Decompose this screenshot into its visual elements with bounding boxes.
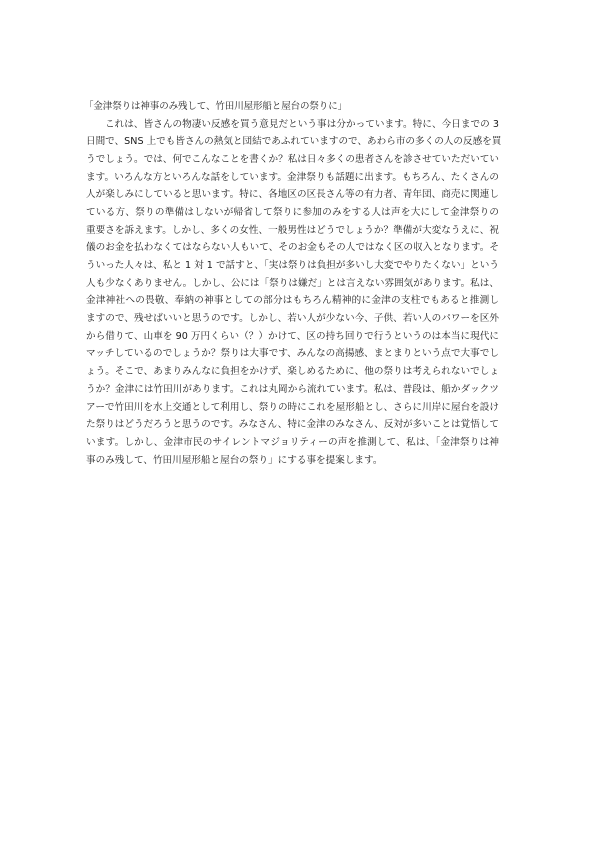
body-line: うか？金津には竹田川があります。これは丸岡から流れています。私は、普段は、船かダックツ	[86, 383, 499, 395]
body-line: 人も少なくありません。しかし、公には「祭りは嫌だ」とは言えない雰囲気があります。私は、	[86, 277, 499, 289]
body-line: ますので、残せばいいと思うのです。しかし、若い人が少ない今、子供、若い人のパワーを区外	[86, 313, 499, 325]
body-line: 儀のお金を払わなくてはならない人もいて、そのお金もその人ではなく区の収入となります。そ	[86, 242, 499, 254]
document-title: 「金津祭りは神事のみ残して、竹田川屋形船と屋台の祭りに」	[84, 101, 348, 112]
body-line: うでしょう。では、何でこんなことを書くか？私は日々多くの患者さんを診させていただいてい	[86, 153, 499, 165]
body-line: マッチしているのでしょうか？祭りは大事です、みんなの高揚感、まとまりという点で大事でし	[86, 348, 499, 360]
body-line: ます。いろんな方といろんな話をしています。金津祭りも話題に出ます。もちろん、たくさんの	[86, 171, 499, 183]
document-body	[86, 116, 502, 470]
body-line: 日間で、SNS 上でも皆さんの熱気と団結であふれていますので、あわら市の多くの人の反感を買	[86, 136, 502, 148]
body-line: これは、皆さんの物凄い反感を買う意見だという事は分かっています。特に、今日までの 3	[105, 118, 499, 130]
body-line: ういった人々は、私と 1 対 1 で話すと、「実は祭りは負担が多いし大変でやりたくない」という	[86, 260, 499, 271]
body-line: います。しかし、金津市民のサイレントマジョリティーの声を推測して、私は、「金津祭りは神	[86, 436, 499, 448]
body-line: ょう。そこで、あまりみんなに負担をかけず、楽しめるために、他の祭りは考えられないでしょ	[86, 366, 499, 378]
body-line: 事のみ残して、竹田川屋形船と屋台の祭り」にする事を提案します。	[86, 454, 383, 466]
body-line: から借りて、山車を 90 万円くらい（？）かけて、区の持ち回りで行うというのは本当に現代に	[86, 330, 499, 342]
body-line: 金津神社への畏敬、奉納の神事としての部分はもちろん精神的に金津の支柱でもあると推測し	[86, 295, 499, 307]
body-line: アーで竹田川を水上交通として利用し、祭りの時にこれを屋形船とし、さらに川岸に屋台を設け	[86, 401, 499, 413]
body-line: た祭りはどうだろうと思うのです。みなさん、特に金津のみなさん、反対が多いことは覚悟して	[86, 419, 499, 431]
body-line: 人が楽しみにしていると思います。特に、各地区の区長さん等の有力者、青年団、商売に関連し	[86, 189, 499, 201]
document-page	[84, 98, 502, 469]
body-line: ている方、祭りの準備はしないが帰省して祭りに参加のみをする人は声を大にして金津祭りの	[86, 206, 499, 218]
body-line: 重要さを訴えます。しかし、多くの女性、一般男性はどうでしょうか？準備が大変なうえに、祝	[86, 224, 499, 236]
